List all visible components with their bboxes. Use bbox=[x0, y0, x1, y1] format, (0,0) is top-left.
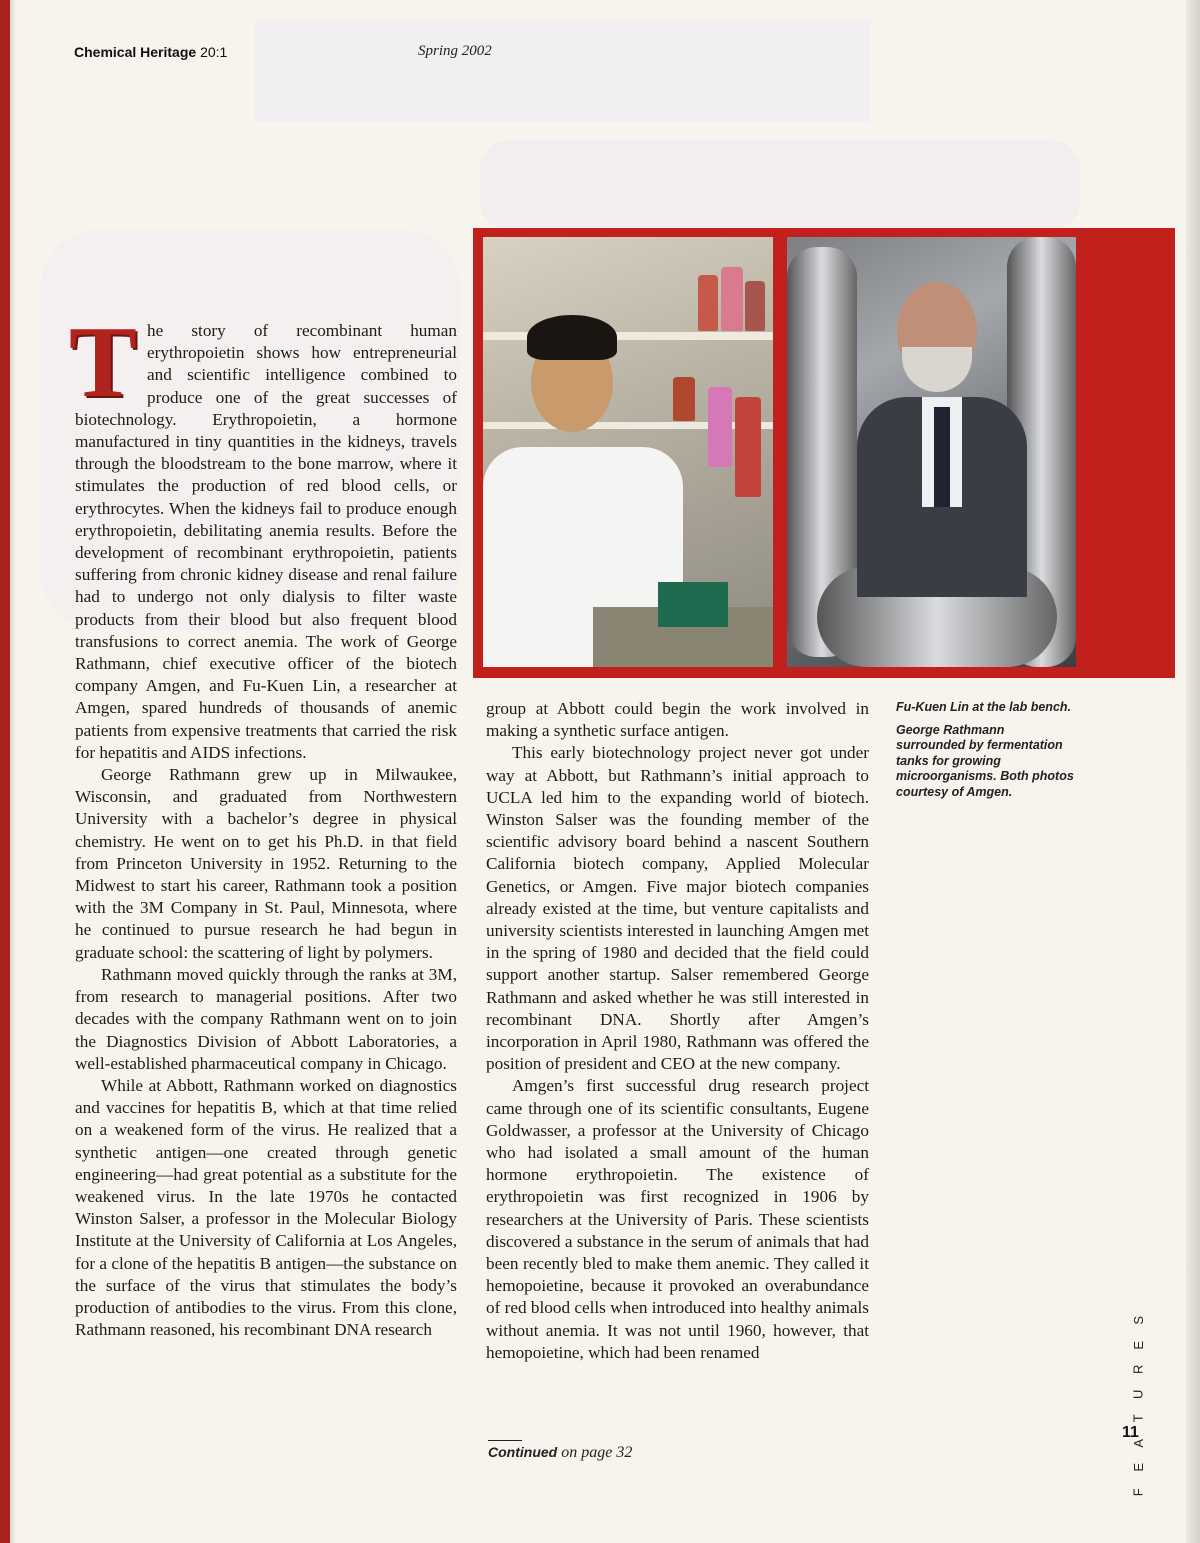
photo-frame bbox=[473, 228, 1175, 678]
issue-number: 20:1 bbox=[200, 44, 228, 60]
article-paragraph bbox=[69, 306, 457, 764]
section-label-letter: U bbox=[1130, 1389, 1146, 1399]
continued-page: on page 32 bbox=[561, 1444, 633, 1461]
show-through-band bbox=[255, 20, 870, 122]
article-lead: he story of recombinant human erythropoietin shows how entrepreneurial and scientific intelligence combined to produce one of the great successes of biotechnology. Erythropoietin, a hormone manufactured in tiny quantities in the kidneys, travels through the bloodstream to the bone marrow, where it stimulates the production of red blood cells, or erythrocytes. When the kidneys fail to produce enough erythropoietin, debilitating anemia results. Before the development of recombinant erythropoietin, patients suffering from chronic kidney disease and renal failure had to undergo not only dialysis to filter waste products from their blood but also frequent blood transfusions to correct anemia. The work of George Rathmann, chief executive officer of the biotech company Amgen, and Fu-Kuen Lin, a researcher at Amgen, spared hundreds of thousands of anemic patients from expensive treatments that carried the risk for hepatitis and AIDS infections. bbox=[75, 321, 457, 762]
drop-cap: T bbox=[69, 306, 138, 419]
article-paragraph: Rathmann moved quickly through the ranks at 3M, from research to managerial positions. After two decades with the company Rathmann went on to join the Diagnostics Division of Abbott Laboratories, a well-established pharmaceutical company in Chicago. bbox=[75, 964, 457, 1073]
continued-note bbox=[488, 1444, 632, 1462]
caption-right-photo: George Rathmann surrounded by fermentation tanks for growing microorganisms. Both photos courtesy of Amgen. bbox=[896, 722, 1074, 799]
section-label-letter: F bbox=[1130, 1487, 1146, 1496]
culture-bottle bbox=[698, 275, 718, 331]
culture-bottle bbox=[708, 387, 732, 467]
test-tube-rack bbox=[658, 582, 728, 627]
magazine-title: Chemical Heritage bbox=[74, 44, 197, 60]
section-label-letter: R bbox=[1130, 1364, 1146, 1374]
section-label-letter: T bbox=[1130, 1414, 1146, 1423]
article-paragraph: This early biotechnology project never got under way at Abbott, but Rathmann’s initial approach to UCLA led him to the expanding world of biotech. Winston Salser was the founding member of the scientific advisory board behind a nascent Southern California biotech company, Applied Molecular Genetics, or Amgen. Five major biotech companies already existed at the time, but venture capitalists and university scientists interested in launching Amgen met in the spring of 1980 and decided that the field could support another startup. Salser remembered George Rathmann and asked whether he was still interested in recombinant DNA. Shortly after Amgen’s incorporation in April 1980, Rathmann was offered the position of president and CEO at the new company. bbox=[486, 743, 869, 1074]
spine-shadow bbox=[10, 0, 16, 1543]
page-edge bbox=[1186, 0, 1200, 1543]
tie bbox=[934, 407, 950, 507]
culture-bottle bbox=[673, 377, 695, 421]
continued-label: Continued bbox=[488, 1444, 558, 1460]
beard bbox=[902, 347, 972, 392]
article-paragraph: George Rathmann grew up in Milwaukee, Wisconsin, and graduated from Northwestern University with a bachelor’s degree in physical chemistry. He went on to get his Ph.D. in that field from Princeton University in 1952. Returning to the Midwest to start his career, Rathmann took a position with the 3M Company in St. Paul, Minnesota, where he continued to pursue research he had begun in graduate school: the scattering of light by polymers. bbox=[75, 765, 457, 962]
hair bbox=[527, 315, 617, 360]
continued-rule bbox=[488, 1440, 522, 1441]
article-paragraph: Amgen’s first successful drug research project came through one of its scientific consultants, Eugene Goldwasser, a professor at the University of Chicago who had isolated a small amount of the human hormone erythropoietin. The existence of erythropoietin was first recognized in 1906 by researchers at the University of Paris. These scientists discovered a substance in the serum of animals that had been recently bled to make them anemic. They called it hemopoietine, because it provoked an overabundance of red blood cells when introduced into healthy animals without anemia. It was not until 1960, however, that hemopoietine, which had been renamed bbox=[486, 1076, 869, 1362]
article-column-2 bbox=[486, 698, 869, 1364]
section-label-letter: S bbox=[1130, 1315, 1146, 1325]
article-paragraph: group at Abbott could begin the work involved in making a synthetic surface antigen. bbox=[486, 699, 869, 741]
culture-bottle bbox=[721, 267, 743, 331]
section-label-letter: E bbox=[1130, 1462, 1146, 1472]
culture-bottle bbox=[735, 397, 761, 497]
section-label-letter: E bbox=[1130, 1340, 1146, 1350]
fermentation-tanks-photo bbox=[787, 237, 1076, 667]
culture-bottle bbox=[745, 281, 765, 331]
issue-date: Spring 2002 bbox=[418, 43, 492, 59]
section-label-letter: A bbox=[1130, 1438, 1146, 1448]
show-through-block bbox=[480, 140, 1080, 230]
caption-left-photo: Fu-Kuen Lin at the lab bench. bbox=[896, 700, 1071, 714]
article-paragraph: While at Abbott, Rathmann worked on diagnostics and vaccines for hepatitis B, which at that time relied on a weakened form of the virus. He realized that a synthetic antigen—one created through genetic engineering—had great potential as a substitute for the weakened virus. In the late 1970s he contacted Winston Salser, a professor in the Molecular Biology Institute at the University of California at Los Angeles, for a clone of the hepatitis B antigen—the substance on the surface of the virus that stimulates the body’s production of antibodies to the virus. From this clone, Rathmann reasoned, his recombinant DNA research bbox=[75, 1075, 457, 1340]
page-number: 11 bbox=[1122, 1424, 1139, 1441]
running-head bbox=[74, 44, 227, 60]
photo-caption bbox=[896, 700, 1076, 807]
section-label bbox=[1129, 1308, 1149, 1504]
lab-bench-photo bbox=[483, 237, 773, 667]
article-column-1 bbox=[69, 306, 457, 1341]
binding-spine bbox=[0, 0, 10, 1543]
